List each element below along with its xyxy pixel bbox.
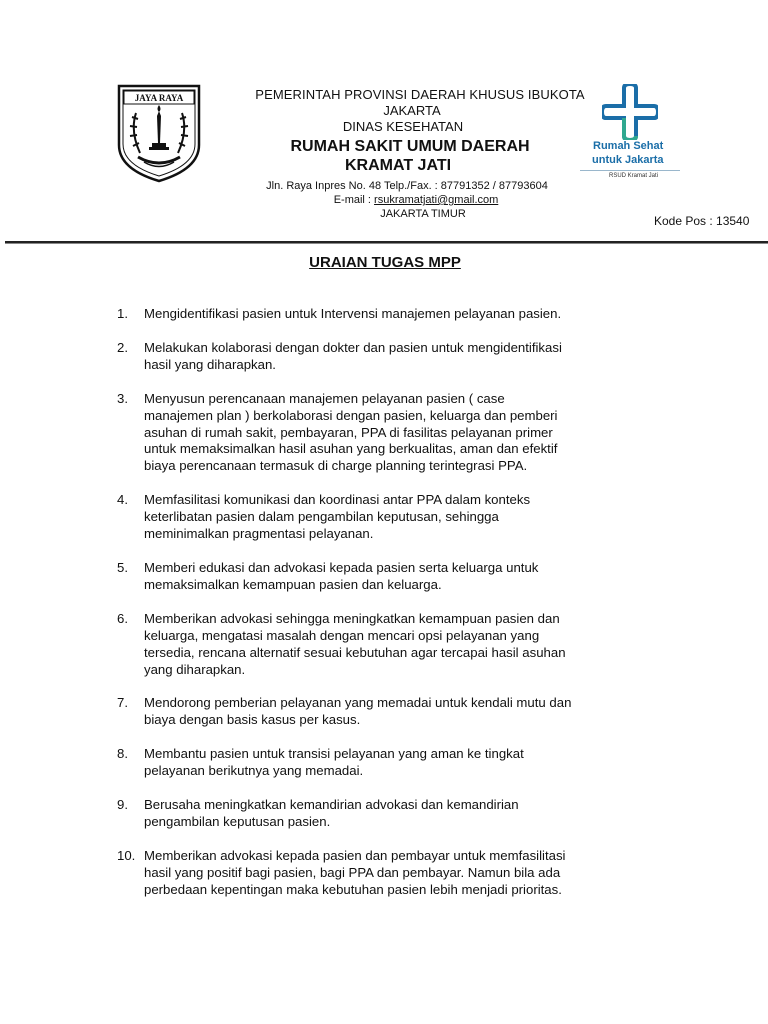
hospital-name-line2: KRAMAT JATI [344, 157, 452, 174]
task-text-line: meminimalkan pragmentasi pelayanan. [144, 526, 374, 542]
task-item [117, 492, 677, 543]
task-text-line: keluarga, mengatasi masalah dengan mencari opsi pelayanan yang [144, 627, 540, 643]
region-name: JAKARTA TIMUR [380, 208, 466, 220]
logo-divider [580, 170, 680, 171]
task-text-line: Menyusun perencanaan manajemen pelayanan pasien ( case [144, 390, 505, 406]
task-number: 6. [117, 610, 128, 626]
task-item [117, 306, 677, 323]
task-number: 4. [117, 492, 128, 508]
task-text-line: memaksimalkan kemampuan pasien dan keluarga. [144, 576, 442, 592]
document-title: URAIAN TUGAS MPP [309, 254, 461, 271]
task-text-line: Memfasilitasi komunikasi dan koordinasi antar PPA dalam konteks [144, 492, 531, 508]
task-item [117, 391, 677, 476]
task-number: 9. [117, 797, 128, 813]
task-text-line: perbedaan kepentingan maka kebutuhan pasien lebih menjadi prioritas. [144, 881, 562, 897]
task-text-line: Mengidentifikasi pasien untuk Intervensi manajemen pelayanan pasien. [144, 306, 562, 321]
task-list [117, 306, 677, 916]
task-text-line: pengambilan keputusan pasien. [144, 813, 331, 829]
task-item [117, 695, 677, 729]
letterhead-divider-thin [5, 243, 768, 244]
hospital-name-line1: RUMAH SAKIT UMUM DAERAH [290, 138, 530, 155]
email-label: E-mail : [333, 194, 375, 206]
rumah-sehat-line2: untuk Jakarta [592, 154, 664, 166]
task-text-line: Memberi edukasi dan advokasi kepada pasien serta keluarga untuk [144, 559, 539, 575]
government-name-line1: PEMERINTAH PROVINSI DAERAH KHUSUS IBUKOTA [255, 87, 585, 102]
rumah-sehat-logo [580, 84, 680, 184]
task-item [117, 560, 677, 594]
hospital-address: Jln. Raya Inpres No. 48 Telp./Fax. : 87791352 / 87793604 [266, 180, 548, 192]
letterhead [0, 0, 768, 245]
task-text-line: untuk memaksimalkan hasil asuhan yang berkualitas, aman dan efektif [144, 441, 558, 457]
task-text-line: Memberikan advokasi sehingga meningkatkan kemampuan pasien dan [144, 610, 560, 626]
email-row [212, 193, 620, 207]
task-number: 1. [117, 306, 128, 321]
task-text-line: Mendorong pemberian pelayanan yang memadai untuk kendali mutu dan [144, 695, 572, 711]
task-text-line: pelayanan berikutnya yang memadai. [144, 763, 364, 779]
task-number: 5. [117, 559, 128, 575]
department-name: DINAS KESEHATAN [342, 119, 464, 134]
task-text-line: hasil yang diharapkan. [144, 356, 276, 372]
task-text-line: Melakukan kolaborasi dengan dokter dan pasien untuk mengidentifikasi [144, 339, 562, 355]
task-text-line: Memberikan advokasi kepada pasien dan pembayar untuk memfasilitasi [144, 847, 566, 863]
email-link[interactable]: rsukramatjati@gmail.com [374, 194, 499, 206]
task-number: 10. [117, 847, 136, 863]
task-text-line: keterlibatan pasien dalam pengambilan keputusan, sehingga [144, 509, 499, 525]
document-title-wrap [0, 254, 768, 272]
letterhead-text [200, 87, 620, 221]
plus-cross-icon [602, 84, 658, 140]
task-number: 2. [117, 339, 128, 355]
task-item [117, 848, 677, 899]
task-number: 3. [117, 390, 128, 406]
rumah-sehat-line3: RSUD Kramat Jati [609, 173, 659, 179]
task-text-line: biaya perencanaan termasuk di charge planning terintegrasi PPA. [144, 458, 528, 474]
task-item [117, 611, 677, 679]
logo-motto-text: JAYA RAYA [134, 93, 184, 103]
task-item [117, 746, 677, 780]
task-text-line: yang diharapkan. [144, 661, 246, 677]
postal-code: Kode Pos : 13540 [654, 214, 750, 228]
task-text-line: manajemen plan ) berkolaborasi dengan pasien, keluarga dan pemberi [144, 407, 558, 423]
task-number: 8. [117, 746, 128, 762]
task-text-line: Berusaha meningkatkan kemandirian advokasi dan kemandirian [144, 797, 519, 813]
task-number: 7. [117, 695, 128, 711]
rumah-sehat-line1: Rumah Sehat [593, 140, 664, 152]
government-name-line2: JAKARTA [383, 103, 441, 118]
task-item [117, 340, 677, 374]
task-item [117, 797, 677, 831]
task-text-line: tersedia, rencana alternatif sesuai kebutuhan agar tercapai hasil asuhan [144, 644, 566, 660]
task-text-line: asuhan di rumah sakit, pembayaran, PPA di fasilitas pelayanan primer [144, 424, 553, 440]
task-text-line: Membantu pasien untuk transisi pelayanan yang aman ke tingkat [144, 746, 524, 762]
task-text-line: hasil yang positif bagi pasien, bagi PPA dan pembayar. Namun bila ada [144, 864, 561, 880]
task-text-line: biaya dengan basis kasus per kasus. [144, 712, 361, 728]
